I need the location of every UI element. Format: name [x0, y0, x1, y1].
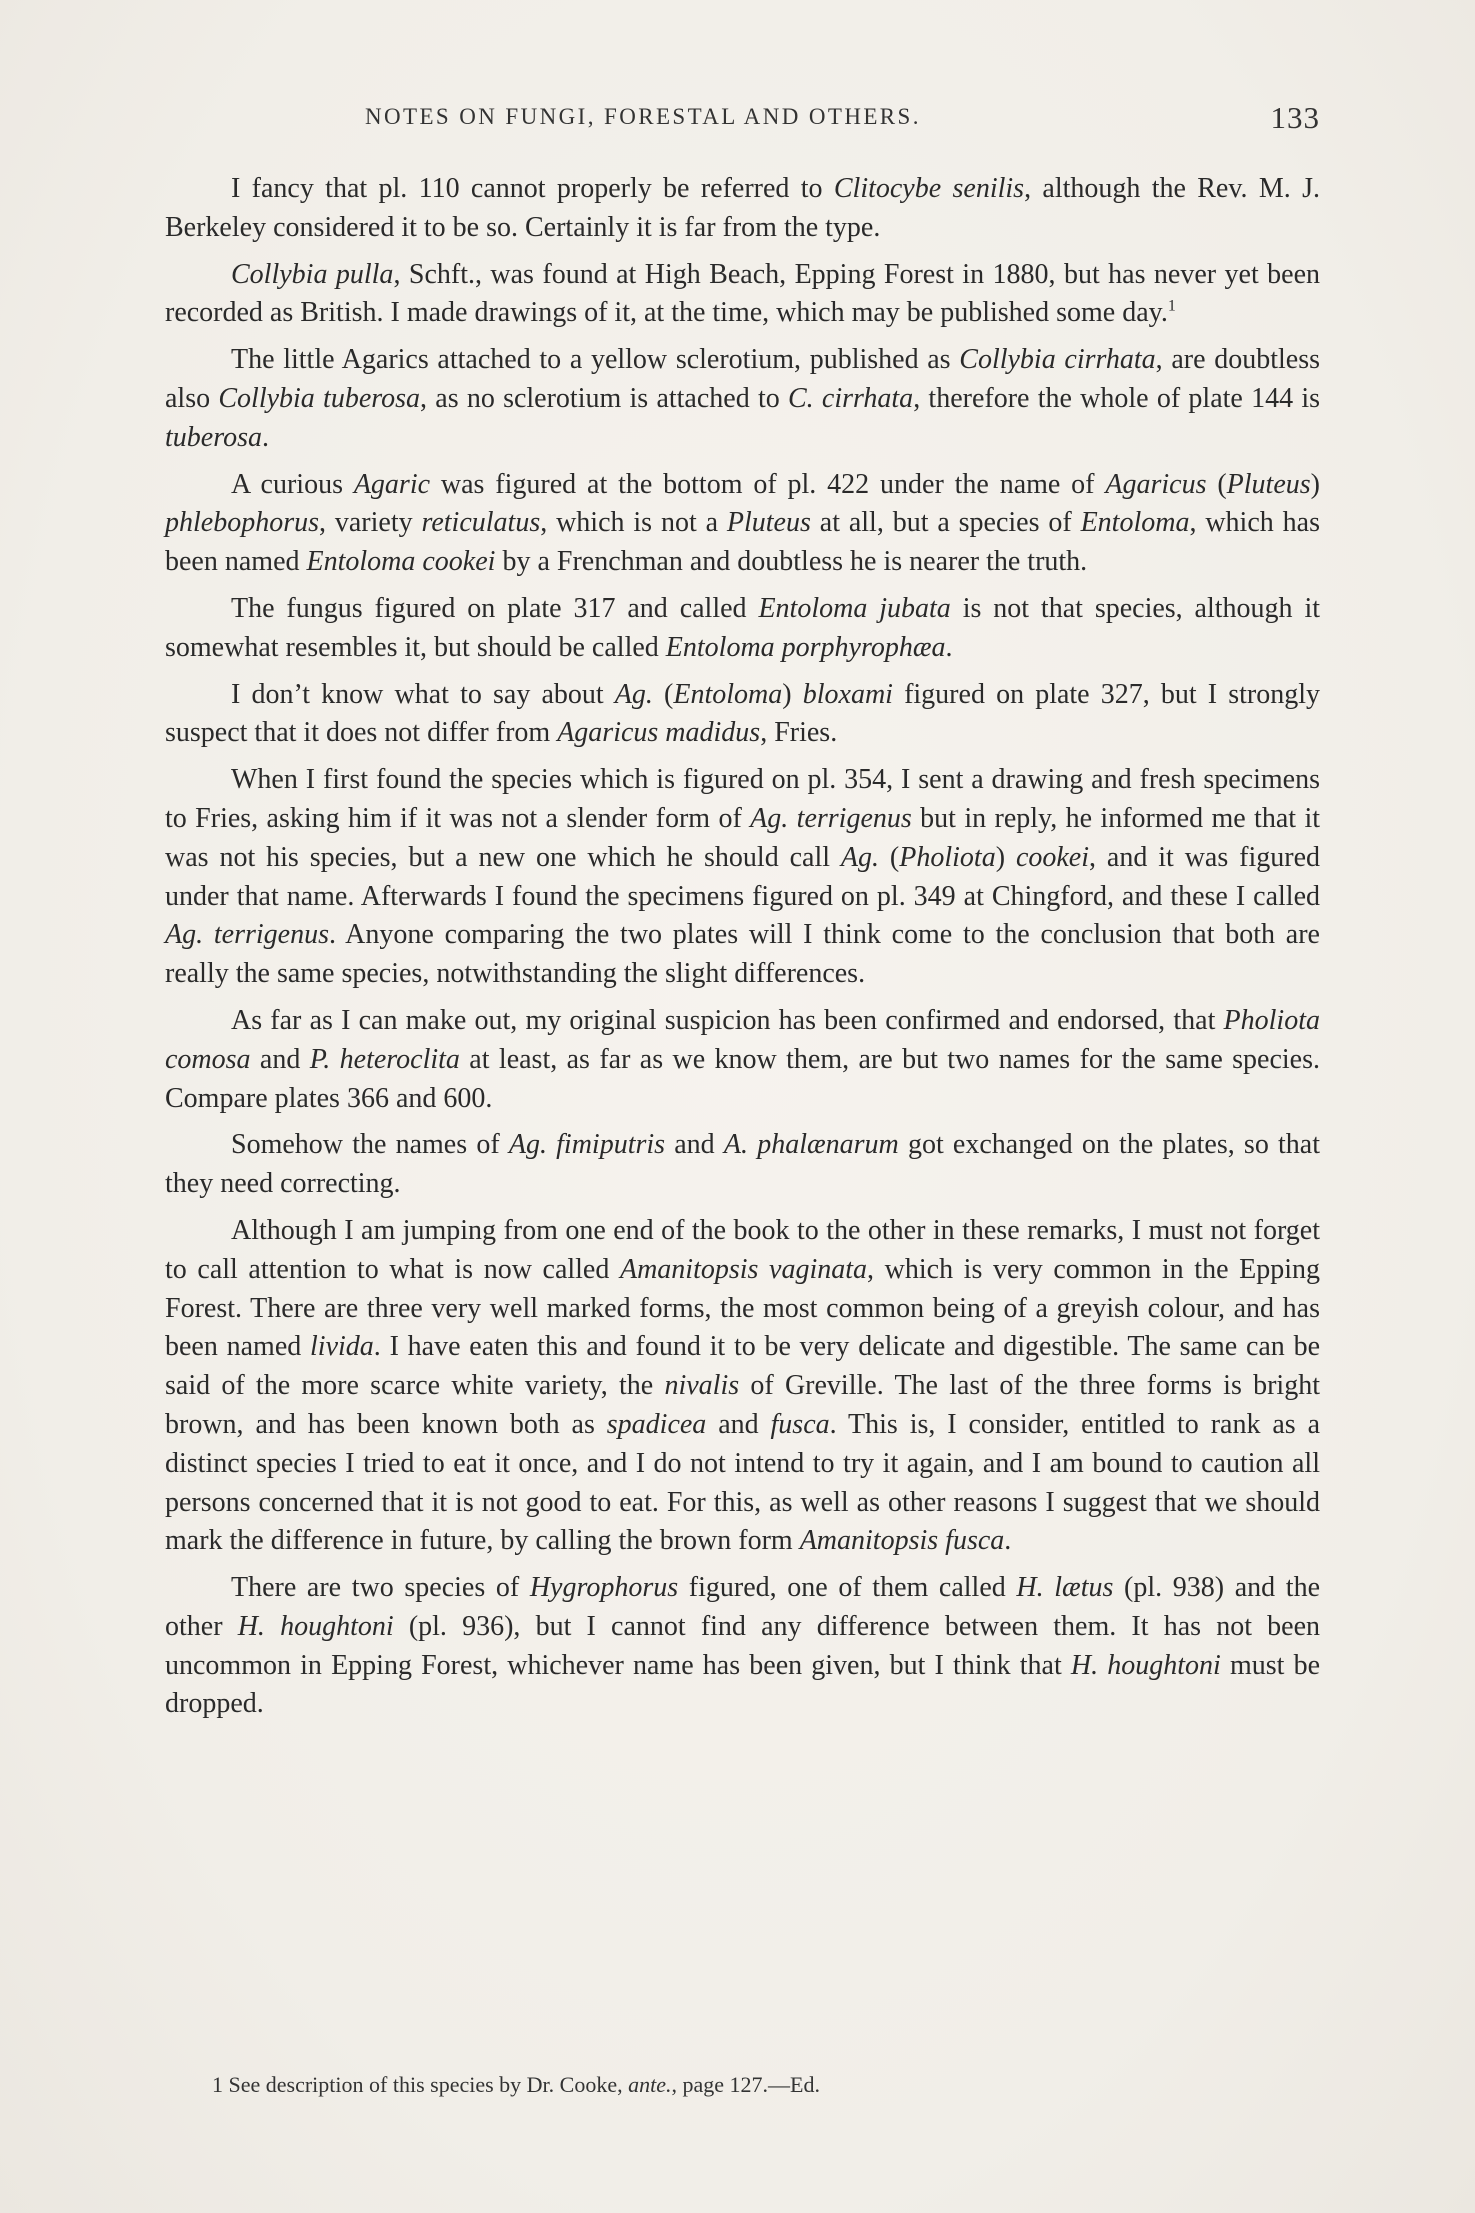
- text-run: was figured at the bottom of pl. 422 under the name of: [430, 468, 1106, 500]
- text-run: The little Agarics attached to a yellow sclerotium, published as: [231, 344, 960, 376]
- footnote: [212, 2070, 1212, 2100]
- text-run: , Fries.: [760, 717, 838, 749]
- italic-text: Hygrophorus: [529, 1572, 679, 1604]
- italic-text: Ag.: [840, 841, 880, 873]
- text-run: . Anyone comparing the two plates will I think come to the conclusion that both are really the same species, notwithstanding the slight differences.: [165, 919, 1320, 990]
- text-run: A curious: [231, 468, 354, 500]
- text-run: but in reply, he informed me that it was not his species, but a new one which he should call: [165, 802, 1320, 873]
- italic-text: tuberosa: [165, 421, 262, 453]
- paragraph: [165, 1126, 1320, 1204]
- text-run: .: [261, 421, 269, 453]
- text-run: (: [879, 841, 900, 873]
- italic-text: Ag.: [614, 678, 653, 710]
- text-run: 1: [212, 2072, 223, 2097]
- italic-text: Entoloma: [1080, 507, 1190, 539]
- text-run: .: [945, 631, 953, 663]
- text-run: I don’t know what to say about: [231, 678, 615, 710]
- footnote-marker: 1: [1167, 298, 1176, 316]
- text-run: Somehow the names of: [231, 1129, 509, 1161]
- italic-text: Clitocybe senilis: [833, 173, 1025, 204]
- text-run: There are two species of: [231, 1572, 530, 1604]
- italic-text: phlebophorus: [165, 507, 319, 539]
- text-run: The fungus figured on plate 317 and called: [231, 592, 759, 624]
- text-run: at all, but a species of: [810, 507, 1081, 539]
- text-run: , and it was figured under that name. Afterwards I found the specimens figured on pl. 349 at Chingford, and these I called: [165, 841, 1321, 912]
- text-run: , Schft., was found at High Beach, Epping Forest in 1880, but has never yet been recorded as British. I made drawings of it, at the time, which may be published some day.: [165, 258, 1320, 329]
- italic-text: Ag. terrigenus: [165, 919, 329, 951]
- text-run: (: [652, 678, 674, 710]
- italic-text: Ag. terrigenus: [750, 802, 912, 834]
- italic-text: ante.: [628, 2072, 672, 2097]
- text-run: (pl. 936), but I cannot find any difference between them. It has not been uncommon in Epping Forest, whichever name has been given, but I think that: [165, 1610, 1320, 1681]
- text-run: at least, as far as we know them, are but two names for the same species. Compare plates 366 and 600.: [165, 1043, 1320, 1114]
- text-run: and: [250, 1043, 310, 1075]
- text-run: , as no sclerotium is attached to: [420, 382, 788, 414]
- text-run: and: [665, 1129, 724, 1161]
- paragraph: [165, 761, 1320, 994]
- text-run: .: [1004, 1525, 1012, 1557]
- paragraph: [165, 341, 1320, 457]
- italic-text: reticulatus: [421, 507, 541, 539]
- text-run: by a Frenchman and doubtless he is nearer the truth.: [495, 546, 1088, 578]
- paragraph: [165, 466, 1320, 582]
- text-run: , variety: [319, 507, 422, 539]
- italic-text: H. lætus: [1016, 1572, 1114, 1604]
- italic-text: Pholiota comosa: [165, 1004, 1320, 1075]
- italic-text: Pluteus: [726, 507, 811, 539]
- running-head: [165, 100, 1320, 140]
- text-run: As far as I can make out, my original suspicion has been confirmed and endorsed, that: [231, 1004, 1224, 1036]
- text-run: Although I am jumping from one end of the book to the other in these remarks, I must not forget to call attention to what is now called: [165, 1214, 1320, 1285]
- text-run: got exchanged on the plates, so that they need correcting.: [165, 1129, 1321, 1200]
- italic-text: H. houghtoni: [237, 1610, 394, 1642]
- italic-text: Collybia cirrhata: [959, 344, 1156, 376]
- text-run: ): [1310, 468, 1320, 500]
- text-run: . This is, I consider, entitled to rank as a distinct species I tried to eat it once, and I do not intend to try it again, and I am bound to caution all persons concerned that it is not good to eat. For this, as well as other reasons I suggest that we should mark the difference in future, by calling the brown form: [165, 1408, 1320, 1557]
- text-run: ): [782, 678, 803, 710]
- italic-text: Entoloma jubata: [758, 592, 951, 624]
- italic-text: A. phalænarum: [723, 1129, 899, 1161]
- italic-text: cookei: [1015, 841, 1090, 873]
- body-text: [165, 170, 1320, 1732]
- page-number: 133: [1270, 100, 1320, 135]
- italic-text: Ag. fimiputris: [508, 1129, 666, 1161]
- paragraph: [165, 1002, 1320, 1118]
- italic-text: livida: [310, 1331, 374, 1363]
- italic-text: H. houghtoni: [1070, 1649, 1221, 1681]
- paragraph: [165, 1212, 1320, 1561]
- text-run: must be dropped.: [165, 1649, 1320, 1720]
- text-run: See description of this species by Dr. Cooke,: [223, 2072, 629, 2097]
- paragraph: [165, 590, 1320, 668]
- text-run: , which is very common in the Epping Forest. There are three very well marked forms, the most common being of a greyish colour, and has been named: [165, 1253, 1320, 1363]
- text-run: , although the Rev. M. J. Berkeley considered it to be so. Certainly it is far from the type.: [165, 173, 1321, 243]
- italic-text: Entoloma cookei: [306, 546, 496, 578]
- text-run: (pl. 938) and the other: [165, 1572, 1320, 1642]
- italic-text: spadicea: [606, 1408, 707, 1440]
- italic-text: Amanitopsis vaginata: [619, 1253, 868, 1285]
- text-run: and: [706, 1408, 771, 1440]
- italic-text: P. heteroclita: [309, 1043, 460, 1075]
- italic-text: Amanitopsis fusca: [799, 1525, 1005, 1557]
- italic-text: Agaricus madidus: [557, 717, 761, 749]
- paragraph: [165, 170, 1320, 248]
- text-run: (: [1206, 468, 1227, 500]
- italic-text: Entoloma: [673, 678, 783, 710]
- text-run: I fancy that pl. 110 cannot properly be referred to: [231, 173, 834, 204]
- italic-text: Agaric: [353, 468, 431, 500]
- text-run: , are doubtless also: [165, 344, 1320, 414]
- italic-text: Agaricus: [1105, 468, 1207, 500]
- italic-text: C. cirrhata: [787, 382, 914, 414]
- text-run: ): [995, 841, 1016, 873]
- text-run: of Greville. The last of the three forms is bright brown, and has been known both as: [165, 1370, 1320, 1440]
- text-run: figured, one of them called: [678, 1572, 1017, 1604]
- italic-text: Pluteus: [1226, 468, 1311, 500]
- running-title: NOTES ON FUNGI, FORESTAL AND OTHERS.: [365, 104, 921, 129]
- text-run: is not that species, although it somewhat resembles it, but should be called: [165, 592, 1321, 663]
- paragraph: [165, 1569, 1320, 1724]
- italic-text: Entoloma porphyrophæa: [665, 631, 946, 663]
- text-run: , which has been named: [165, 507, 1320, 578]
- text-run: , therefore the whole of plate 144 is: [913, 382, 1320, 414]
- italic-text: nivalis: [664, 1370, 740, 1402]
- italic-text: Collybia tuberosa: [218, 382, 421, 414]
- paragraph: [165, 256, 1320, 334]
- paragraph: [165, 676, 1320, 754]
- italic-text: fusca: [770, 1408, 830, 1440]
- italic-text: Collybia pulla: [231, 258, 394, 290]
- text-run: , page 127.—Ed.: [671, 2072, 820, 2097]
- italic-text: bloxami: [802, 678, 893, 710]
- text-run: , which is not a: [540, 507, 727, 539]
- text-run: figured on plate 327, but I strongly suspect that it does not differ from: [165, 678, 1321, 749]
- italic-text: Pholiota: [899, 841, 996, 873]
- text-run: When I first found the species which is figured on pl. 354, I sent a drawing and fresh specimens to Fries, asking him if it was not a slender form of: [165, 764, 1320, 834]
- text-run: . I have eaten this and found it to be very delicate and digestible. The same can be said of the more scarce white variety, the: [165, 1331, 1320, 1402]
